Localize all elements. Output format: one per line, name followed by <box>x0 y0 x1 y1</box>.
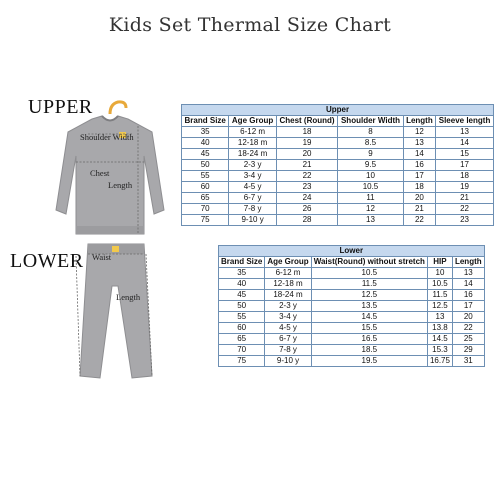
table-cell: 18-24 m <box>265 290 311 301</box>
waist-label: Waist <box>92 252 112 262</box>
table-cell: 10.5 <box>427 279 452 290</box>
table-cell: 70 <box>219 345 265 356</box>
table-cell: 60 <box>182 182 229 193</box>
shoulder-width-label: Shoulder Width <box>80 132 134 142</box>
pants-icon <box>80 244 152 378</box>
table-row <box>182 182 494 193</box>
table-cell: 12.5 <box>311 290 427 301</box>
table-row <box>182 204 494 215</box>
table-row <box>219 334 485 345</box>
table-cell: 13 <box>452 268 484 279</box>
table-cell: 7-8 y <box>229 204 276 215</box>
table-cell: 75 <box>182 215 229 226</box>
table-cell: 19 <box>436 182 494 193</box>
table-cell: 9-10 y <box>265 356 311 367</box>
table-cell: 6-7 y <box>229 193 276 204</box>
table-row <box>182 160 494 171</box>
column-header: Chest (Round) <box>276 116 337 127</box>
table-cell: 23 <box>276 182 337 193</box>
table-cell: 8.5 <box>338 138 403 149</box>
table-cell: 45 <box>182 149 229 160</box>
lower-size-table <box>218 245 485 367</box>
lower-section-label: LOWER <box>10 250 84 272</box>
table-cell: 14 <box>403 149 435 160</box>
table-cell: 20 <box>452 312 484 323</box>
table-cell: 16.75 <box>427 356 452 367</box>
table-cell: 28 <box>276 215 337 226</box>
table-cell: 15.3 <box>427 345 452 356</box>
table-cell: 50 <box>182 160 229 171</box>
upper-table-title: Upper <box>182 105 494 116</box>
table-cell: 13 <box>403 138 435 149</box>
table-cell: 11.5 <box>427 290 452 301</box>
table-cell: 10.5 <box>311 268 427 279</box>
table-row <box>219 323 485 334</box>
table-cell: 70 <box>182 204 229 215</box>
table-cell: 13 <box>338 215 403 226</box>
table-cell: 6-12 m <box>265 268 311 279</box>
table-cell: 60 <box>219 323 265 334</box>
table-cell: 12.5 <box>427 301 452 312</box>
column-header: Length <box>452 257 484 268</box>
table-row <box>219 268 485 279</box>
column-header: Age Group <box>265 257 311 268</box>
table-cell: 16 <box>452 290 484 301</box>
table-row <box>219 301 485 312</box>
table-cell: 2-3 y <box>265 301 311 312</box>
lower-table-header <box>219 257 485 268</box>
table-row <box>219 345 485 356</box>
table-cell: 13 <box>427 312 452 323</box>
table-cell: 6-12 m <box>229 127 276 138</box>
table-cell: 4-5 y <box>229 182 276 193</box>
table-row <box>182 127 494 138</box>
table-row <box>182 215 494 226</box>
column-header: Brand Size <box>219 257 265 268</box>
chest-label: Chest <box>90 168 110 178</box>
table-cell: 13 <box>436 127 494 138</box>
table-row <box>219 312 485 323</box>
table-cell: 40 <box>219 279 265 290</box>
table-cell: 13.5 <box>311 301 427 312</box>
upper-length-label: Length <box>108 180 133 190</box>
table-cell: 9 <box>338 149 403 160</box>
table-cell: 14 <box>436 138 494 149</box>
table-cell: 8 <box>338 127 403 138</box>
table-cell: 18 <box>436 171 494 182</box>
table-cell: 4-5 y <box>265 323 311 334</box>
table-cell: 18.5 <box>311 345 427 356</box>
table-cell: 18-24 m <box>229 149 276 160</box>
table-cell: 21 <box>403 204 435 215</box>
table-cell: 21 <box>436 193 494 204</box>
column-header: Sleeve length <box>436 116 494 127</box>
table-cell: 21 <box>276 160 337 171</box>
column-header: Shoulder Width <box>338 116 403 127</box>
table-cell: 14 <box>452 279 484 290</box>
table-cell: 22 <box>452 323 484 334</box>
table-cell: 11.5 <box>311 279 427 290</box>
table-cell: 12 <box>403 127 435 138</box>
hanger-icon <box>110 102 126 114</box>
table-cell: 7-8 y <box>265 345 311 356</box>
table-cell: 75 <box>219 356 265 367</box>
table-row <box>219 290 485 301</box>
column-header: Waist(Round) without stretch <box>311 257 427 268</box>
table-cell: 3-4 y <box>229 171 276 182</box>
lower-length-label: Length <box>116 292 141 302</box>
table-cell: 9-10 y <box>229 215 276 226</box>
table-cell: 16.5 <box>311 334 427 345</box>
page-title: Kids Set Thermal Size Chart <box>108 14 392 36</box>
table-cell: 22 <box>276 171 337 182</box>
column-header: Length <box>403 116 435 127</box>
table-cell: 65 <box>219 334 265 345</box>
table-cell: 20 <box>276 149 337 160</box>
table-cell: 22 <box>436 204 494 215</box>
table-cell: 13.8 <box>427 323 452 334</box>
upper-size-table <box>181 104 494 226</box>
table-cell: 65 <box>182 193 229 204</box>
table-cell: 26 <box>276 204 337 215</box>
table-cell: 17 <box>403 171 435 182</box>
table-cell: 10 <box>427 268 452 279</box>
table-row <box>182 171 494 182</box>
table-cell: 6-7 y <box>265 334 311 345</box>
table-cell: 12-18 m <box>265 279 311 290</box>
table-cell: 17 <box>452 301 484 312</box>
table-row <box>219 279 485 290</box>
column-header: HIP <box>427 257 452 268</box>
table-cell: 18 <box>403 182 435 193</box>
table-cell: 10.5 <box>338 182 403 193</box>
upper-section-label: UPPER <box>28 96 93 118</box>
column-header: Brand Size <box>182 116 229 127</box>
table-cell: 14.5 <box>427 334 452 345</box>
table-cell: 12 <box>338 204 403 215</box>
upper-table-header <box>182 116 494 127</box>
table-cell: 10 <box>338 171 403 182</box>
table-row <box>182 149 494 160</box>
table-cell: 19 <box>276 138 337 149</box>
table-cell: 3-4 y <box>265 312 311 323</box>
table-cell: 25 <box>452 334 484 345</box>
table-cell: 15 <box>436 149 494 160</box>
table-cell: 23 <box>436 215 494 226</box>
table-cell: 9.5 <box>338 160 403 171</box>
table-cell: 50 <box>219 301 265 312</box>
table-cell: 35 <box>219 268 265 279</box>
column-header: Age Group <box>229 116 276 127</box>
table-cell: 12-18 m <box>229 138 276 149</box>
table-cell: 17 <box>436 160 494 171</box>
table-cell: 19.5 <box>311 356 427 367</box>
table-cell: 55 <box>219 312 265 323</box>
table-cell: 35 <box>182 127 229 138</box>
table-cell: 11 <box>338 193 403 204</box>
table-cell: 29 <box>452 345 484 356</box>
table-cell: 45 <box>219 290 265 301</box>
table-cell: 15.5 <box>311 323 427 334</box>
upper-garment-illustration <box>40 94 180 254</box>
table-cell: 14.5 <box>311 312 427 323</box>
table-row <box>182 138 494 149</box>
table-cell: 22 <box>403 215 435 226</box>
table-cell: 31 <box>452 356 484 367</box>
table-cell: 18 <box>276 127 337 138</box>
table-cell: 16 <box>403 160 435 171</box>
table-cell: 20 <box>403 193 435 204</box>
table-cell: 40 <box>182 138 229 149</box>
lower-garment-illustration <box>66 236 166 386</box>
table-cell: 24 <box>276 193 337 204</box>
lower-table-title: Lower <box>219 246 485 257</box>
table-row <box>182 193 494 204</box>
table-row <box>219 356 485 367</box>
table-cell: 2-3 y <box>229 160 276 171</box>
table-cell: 55 <box>182 171 229 182</box>
